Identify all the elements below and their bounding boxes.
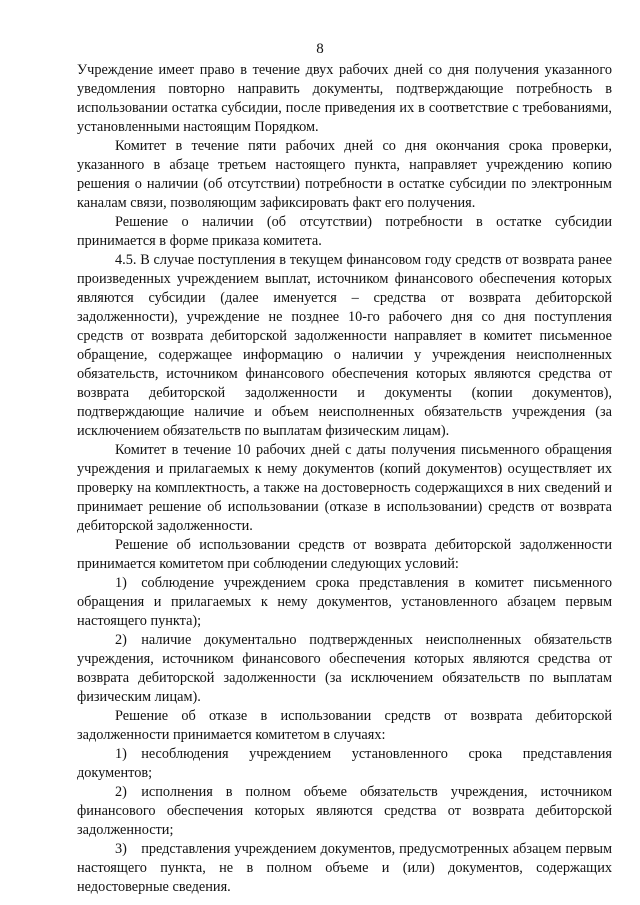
- paragraph-committee-decision-copy: Комитет в течение пяти рабочих дней со дня окончания срока проверки, указанного в абзаце третьем настоящего пункта, направляет учреждению копию решения о наличии (об отсутствии) потребности в остатке субсидии по электронным каналам связи, позволяющим зафиксировать факт его получения.: [77, 138, 612, 211]
- paragraph-resubmit-right: Учреждение имеет право в течение двух рабочих дней со дня получения указанного уведомления повторно направить документы, подтверждающие потребность в использовании остатка субсидии, после приведения их в соответствие с требованиями, установленными настоящим Порядком.: [77, 62, 612, 135]
- paragraph-decision-form: Решение о наличии (об отсутствии) потребности в остатке субсидии принимается в форме приказа комитета.: [77, 214, 612, 249]
- paragraph-committee-review: Комитет в течение 10 рабочих дней с даты получения письменного обращения учреждения и прилагаемых к нему документов (копий документов) осуществляет их проверку на комплектность, а также на достоверность содержащихся в них сведений и принимает решение об использовании (отказе в использовании) средств от возврата дебиторской задолженности.: [77, 442, 612, 534]
- list-item-condition-1: 1) соблюдение учреждением срока представления в комитет письменного обращения и прилагаемых к нему документов, установленного абзацем первым настоящего пункта);: [77, 575, 612, 629]
- paragraph-clause-4-5: 4.5. В случае поступления в текущем финансовом году средств от возврата ранее произведенных учреждением выплат, источником финансового обеспечения которых являются субсидии (далее именуется – средства от возврата дебиторской задолженности), учреждение не позднее 10-го рабочего дня со дня поступления средств от возврата дебиторской задолженности направляет в комитет письменное обращение, содержащее информацию о наличии у учреждения неисполненных обязательств, источником финансового обеспечения которых являются средства от возврата дебиторской задолженности и документы (копии документов), подтверждающие наличие и объем неисполненных обязательств учреждения (за исключением обязательств по выплатам физическим лицам).: [77, 252, 612, 439]
- list-item-refusal-2: 2) исполнения в полном объеме обязательств учреждения, источником финансового обеспечения которых являются средства от возврата дебиторской задолженности;: [77, 784, 612, 838]
- list-item-refusal-1: 1) несоблюдения учреждением установленного срока представления документов;: [77, 746, 612, 781]
- page-number: 8: [316, 41, 324, 57]
- paragraph-refusal-cases: Решение об отказе в использовании средств от возврата дебиторской задолженности принимается комитетом в случаях:: [77, 708, 612, 743]
- paragraph-use-conditions: Решение об использовании средств от возврата дебиторской задолженности принимается комитетом при соблюдении следующих условий:: [77, 537, 612, 572]
- list-item-condition-2: 2) наличие документально подтвержденных неисполненных обязательств учреждения, источником финансового обеспечения которых являются средства от возврата дебиторской задолженности (за исключением обязательств по выплатам физическим лицам).: [77, 632, 612, 705]
- list-item-refusal-3: 3) представления учреждением документов, предусмотренных абзацем первым настоящего пункта, не в полном объеме и (или) документов, содержащих недостоверные сведения.: [77, 841, 612, 895]
- document-body: [77, 61, 612, 897]
